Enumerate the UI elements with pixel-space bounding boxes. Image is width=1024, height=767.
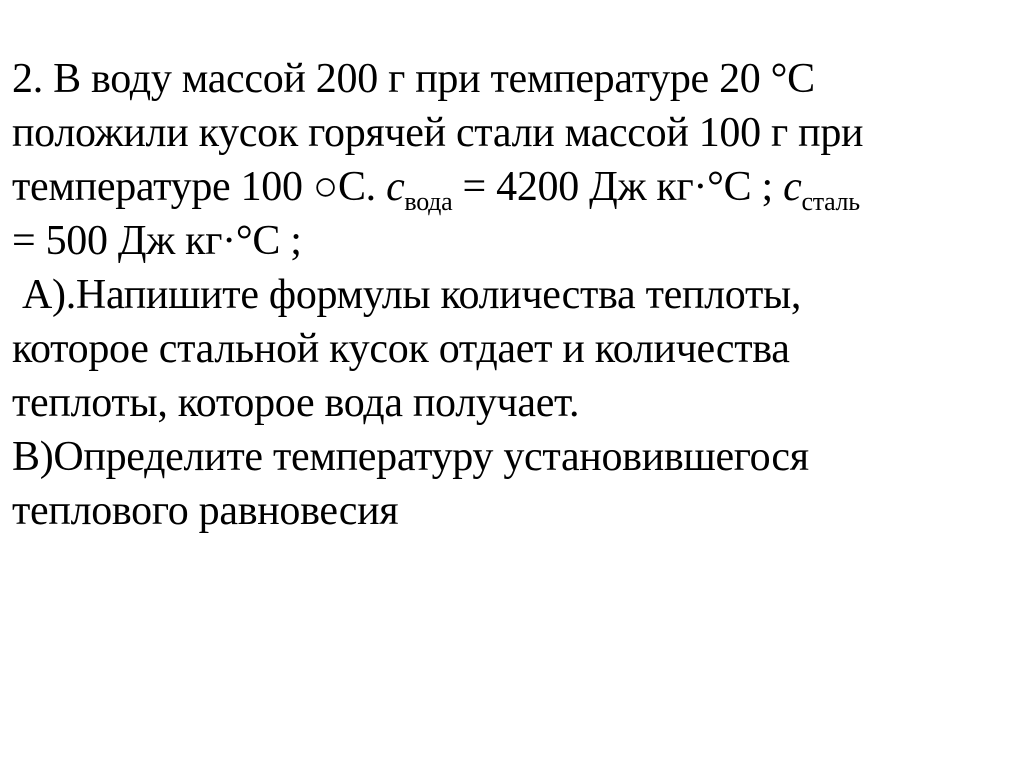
specific-heat-symbol-water: c (386, 164, 405, 210)
problem-line-3 (12, 160, 1012, 214)
specific-heat-symbol-steel: c (783, 164, 802, 210)
part-b-line-1: В)Определите температуру установившегося (12, 434, 809, 480)
part-a-line-2: которое стальной кусок отдает и количества (12, 326, 790, 372)
part-a-line-3: теплоты, которое вода получает. (12, 380, 580, 426)
problem-line-2: положили кусок горячей стали массой 100 г при (12, 110, 864, 156)
water-heat-value: = 4200 Дж кг·°С ; (452, 164, 784, 210)
problem-line-3-start: температуре 100 ○С. (12, 164, 387, 210)
problem-line-4: = 500 Дж кг·°С ; (12, 218, 302, 264)
part-a-line-1: А).Напишите формулы количества теплоты, (22, 272, 802, 318)
subscript-water: вода (404, 187, 453, 216)
subscript-steel: сталь (801, 187, 860, 216)
part-b-line-2: теплового равновесия (12, 488, 399, 534)
problem-line-1: 2. В воду массой 200 г при температуре 20 °С (12, 56, 815, 102)
problem-text (12, 52, 1012, 538)
